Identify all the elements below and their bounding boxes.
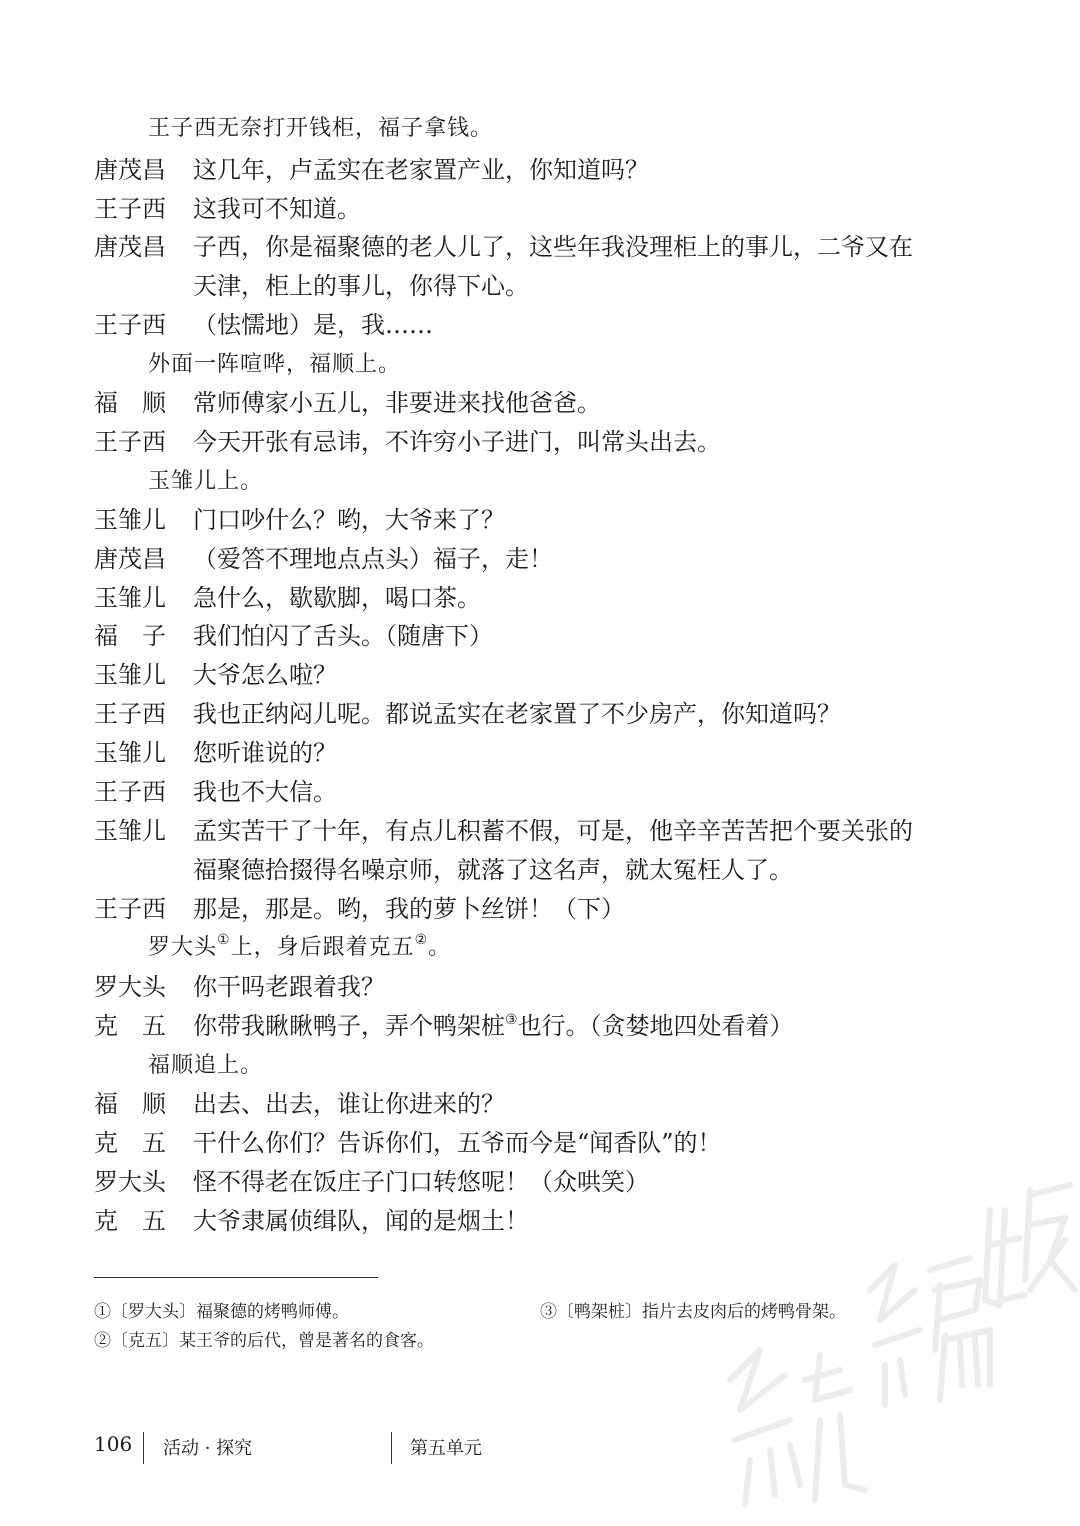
- dialog-text: 今天开张有忌讳，不许穷小子进门，叫常头出去。: [193, 428, 721, 456]
- speaker-name: 克五: [94, 1207, 190, 1235]
- dialog-text: 我也正纳闷儿呢。都说孟实在老家置了不少房产，你知道吗？: [193, 700, 841, 728]
- dialog-text: 干什么你们？告诉你们，五爷而今是“闻香队”的！: [193, 1129, 722, 1157]
- stage-text: 上，身后跟着克五: [230, 935, 415, 960]
- stage-direction: 福顺追上。: [148, 1053, 264, 1078]
- speaker-name: 克五: [94, 1012, 190, 1040]
- speaker-name: 唐茂昌: [94, 233, 166, 261]
- speaker-name: 罗大头: [94, 973, 166, 1001]
- stage-direction: 外面一阵喧哗，福顺上。: [148, 352, 402, 377]
- dialog-text: 怪不得老在饭庄子门口转悠呢！（众哄笑）: [193, 1168, 649, 1196]
- speaker-name: 福顺: [94, 1090, 190, 1118]
- footnote: ①〔罗大头〕福聚德的烤鸭师傅。: [94, 1302, 349, 1322]
- speaker-name: 王子西: [94, 895, 166, 923]
- dialog-text: （怯懦地）是，我……: [193, 311, 433, 339]
- unit-label: 第五单元: [410, 1438, 482, 1459]
- speaker-name: 王子西: [94, 700, 166, 728]
- page-number: 106: [94, 1432, 133, 1456]
- speaker-name: 福子: [94, 622, 190, 650]
- footer-divider: [143, 1432, 144, 1464]
- dialog-text: 大爷隶属侦缉队，闻的是烟土！: [193, 1207, 529, 1235]
- stage-direction: 玉雏儿上。: [148, 469, 264, 494]
- speaker-name: 玉雏儿: [94, 584, 166, 612]
- dialog-text: 我也不大信。: [193, 778, 337, 806]
- stage-direction: 王子西无奈打开钱柜，福子拿钱。: [148, 116, 494, 141]
- footnote: ③〔鸭架桩〕指片去皮肉后的烤鸭骨架。: [540, 1302, 846, 1322]
- speaker-name: 王子西: [94, 778, 166, 806]
- footnote-divider: [94, 1277, 378, 1278]
- dialog-text: 子西，你是福聚德的老人儿了，这些年我没理柜上的事儿，二爷又在: [193, 233, 913, 261]
- dialog-text: 这我可不知道。: [193, 195, 361, 223]
- footer-divider: [391, 1432, 392, 1464]
- dialog-text: 门口吵什么？哟，大爷来了？: [193, 506, 505, 534]
- dialog-text: 您听谁说的？: [193, 739, 337, 767]
- dialog-text: 孟实苦干了十年，有点儿积蓄不假，可是，他辛辛苦苦把个要关张的: [193, 817, 913, 845]
- speaker-name: 王子西: [94, 428, 166, 456]
- footnote-mark: ②: [414, 932, 429, 948]
- speaker-name: 王子西: [94, 311, 166, 339]
- dialog-text: 那是，那是。哟，我的萝卜丝饼！（下）: [193, 895, 625, 923]
- dialog-text-part: 也行。（贪婪地四处看着）: [517, 1012, 794, 1040]
- stage-direction: [148, 932, 451, 964]
- speaker-name: 克五: [94, 1129, 190, 1157]
- dialog-text: [193, 1010, 794, 1042]
- speaker-name: 玉雏儿: [94, 817, 166, 845]
- speaker-name: 玉雏儿: [94, 506, 166, 534]
- dialog-text: 常师傅家小五儿，非要进来找他爸爸。: [193, 389, 601, 417]
- speaker-name: 王子西: [94, 195, 166, 223]
- dialog-text-continued: 福聚德拾掇得名噪京师，就落了这名声，就太冤枉人了。: [193, 856, 793, 884]
- dialog-text: 我们怕闪了舌头。（随唐下）: [193, 622, 493, 650]
- dialog-text: （爱答不理地点点头）福子，走！: [193, 545, 553, 573]
- section-label: 活动 · 探究: [163, 1438, 253, 1459]
- dialog-text: 这几年，卢孟实在老家置产业，你知道吗？: [193, 156, 649, 184]
- dialog-text-continued: 天津，柜上的事儿，你得下心。: [193, 272, 529, 300]
- speaker-name: 唐茂昌: [94, 545, 166, 573]
- dialog-text: 急什么，歇歇脚，喝口茶。: [193, 584, 481, 612]
- footnote-mark: ①: [217, 932, 231, 948]
- dialog-text: 你干吗老跟着我？: [193, 973, 385, 1001]
- speaker-name: 玉雏儿: [94, 661, 166, 689]
- watermark-logo: [690, 1150, 1080, 1520]
- speaker-name: 唐茂昌: [94, 156, 166, 184]
- dialog-text: 出去、出去，谁让你进来的？: [193, 1090, 505, 1118]
- stage-text: 罗大头: [148, 935, 218, 960]
- dialog-text-part: 你带我瞅瞅鸭子，弄个鸭架桩: [193, 1012, 505, 1040]
- footnote: ②〔克五〕某王爷的后代，曾是著名的食客。: [94, 1331, 434, 1351]
- footnote-mark: ③: [505, 1012, 518, 1028]
- dialog-text: 大爷怎么啦？: [193, 661, 337, 689]
- speaker-name: 罗大头: [94, 1168, 166, 1196]
- stage-text: 。: [428, 935, 452, 960]
- speaker-name: 玉雏儿: [94, 739, 166, 767]
- speaker-name: 福顺: [94, 389, 190, 417]
